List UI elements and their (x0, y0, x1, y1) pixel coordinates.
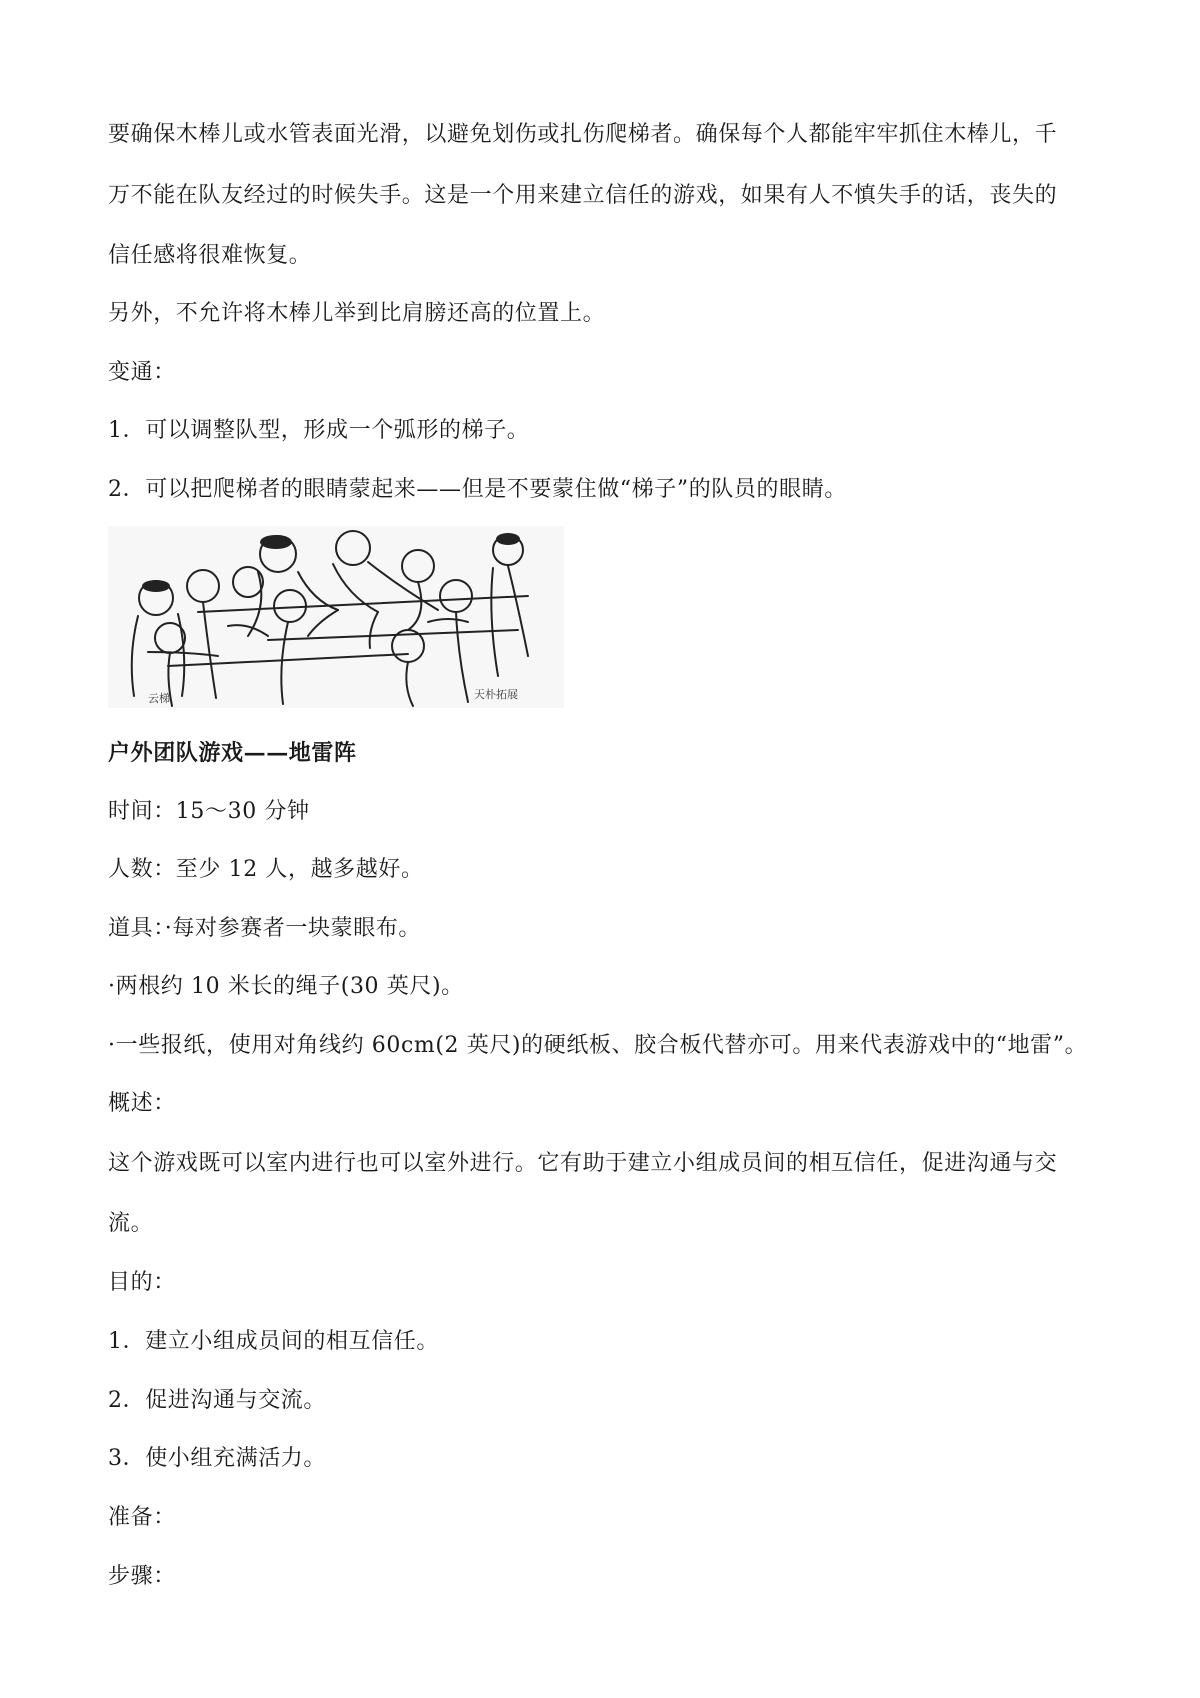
paragraph-line: 另外，不允许将木棒儿举到比肩膀还高的位置上。 (108, 301, 606, 326)
cloud-ladder-illustration (108, 526, 564, 708)
list-item: 1．可以调整队型，形成一个弧形的梯子。 (108, 418, 530, 443)
section-label: 概述： (108, 1091, 176, 1116)
paragraph-line: ·两根约 10 米长的绳子(30 英尺)。 (108, 974, 464, 999)
paragraph-line: 道具：·每对参赛者一块蒙眼布。 (108, 916, 421, 941)
section-heading: 户外团队游戏——地雷阵 (108, 740, 357, 766)
paragraph-line: ·一些报纸，使用对角线约 60cm(2 英尺)的硬纸板、胶合板代替亦可。用来代表游戏中的“地雷”。 (108, 1033, 1088, 1058)
paragraph-line: 要确保木棒儿或水管表面光滑，以避免划伤或扎伤爬梯者。确保每个人都能牢牢抓住木棒儿，千 (108, 122, 1058, 147)
list-item: 1．建立小组成员间的相互信任。 (108, 1329, 439, 1354)
cloud-ladder-drawing (108, 526, 564, 708)
figure-caption-right: 天朴拓展 (474, 688, 518, 701)
paragraph-line: 时间：15～30 分钟 (108, 799, 310, 824)
section-label: 准备： (108, 1505, 176, 1530)
paragraph-line: 这个游戏既可以室内进行也可以室外进行。它有助于建立小组成员间的相互信任，促进沟通与交 (108, 1151, 1058, 1176)
paragraph-line: 万不能在队友经过的时候失手。这是一个用来建立信任的游戏，如果有人不慎失手的话，丧失的 (108, 183, 1058, 208)
paragraph-line: 流。 (108, 1211, 154, 1236)
list-item: 2．促进沟通与交流。 (108, 1388, 326, 1413)
section-label: 目的： (108, 1270, 176, 1295)
list-item: 2．可以把爬梯者的眼睛蒙起来——但是不要蒙住做“梯子”的队员的眼睛。 (108, 477, 847, 502)
paragraph-line: 人数：至少 12 人，越多越好。 (108, 857, 424, 882)
section-label: 步骤： (108, 1564, 176, 1589)
section-label: 变通： (108, 360, 176, 385)
list-item: 3．使小组充满活力。 (108, 1446, 326, 1471)
figure-caption-left: 云梯 (148, 692, 170, 705)
paragraph-line: 信任感将很难恢复。 (108, 243, 312, 268)
